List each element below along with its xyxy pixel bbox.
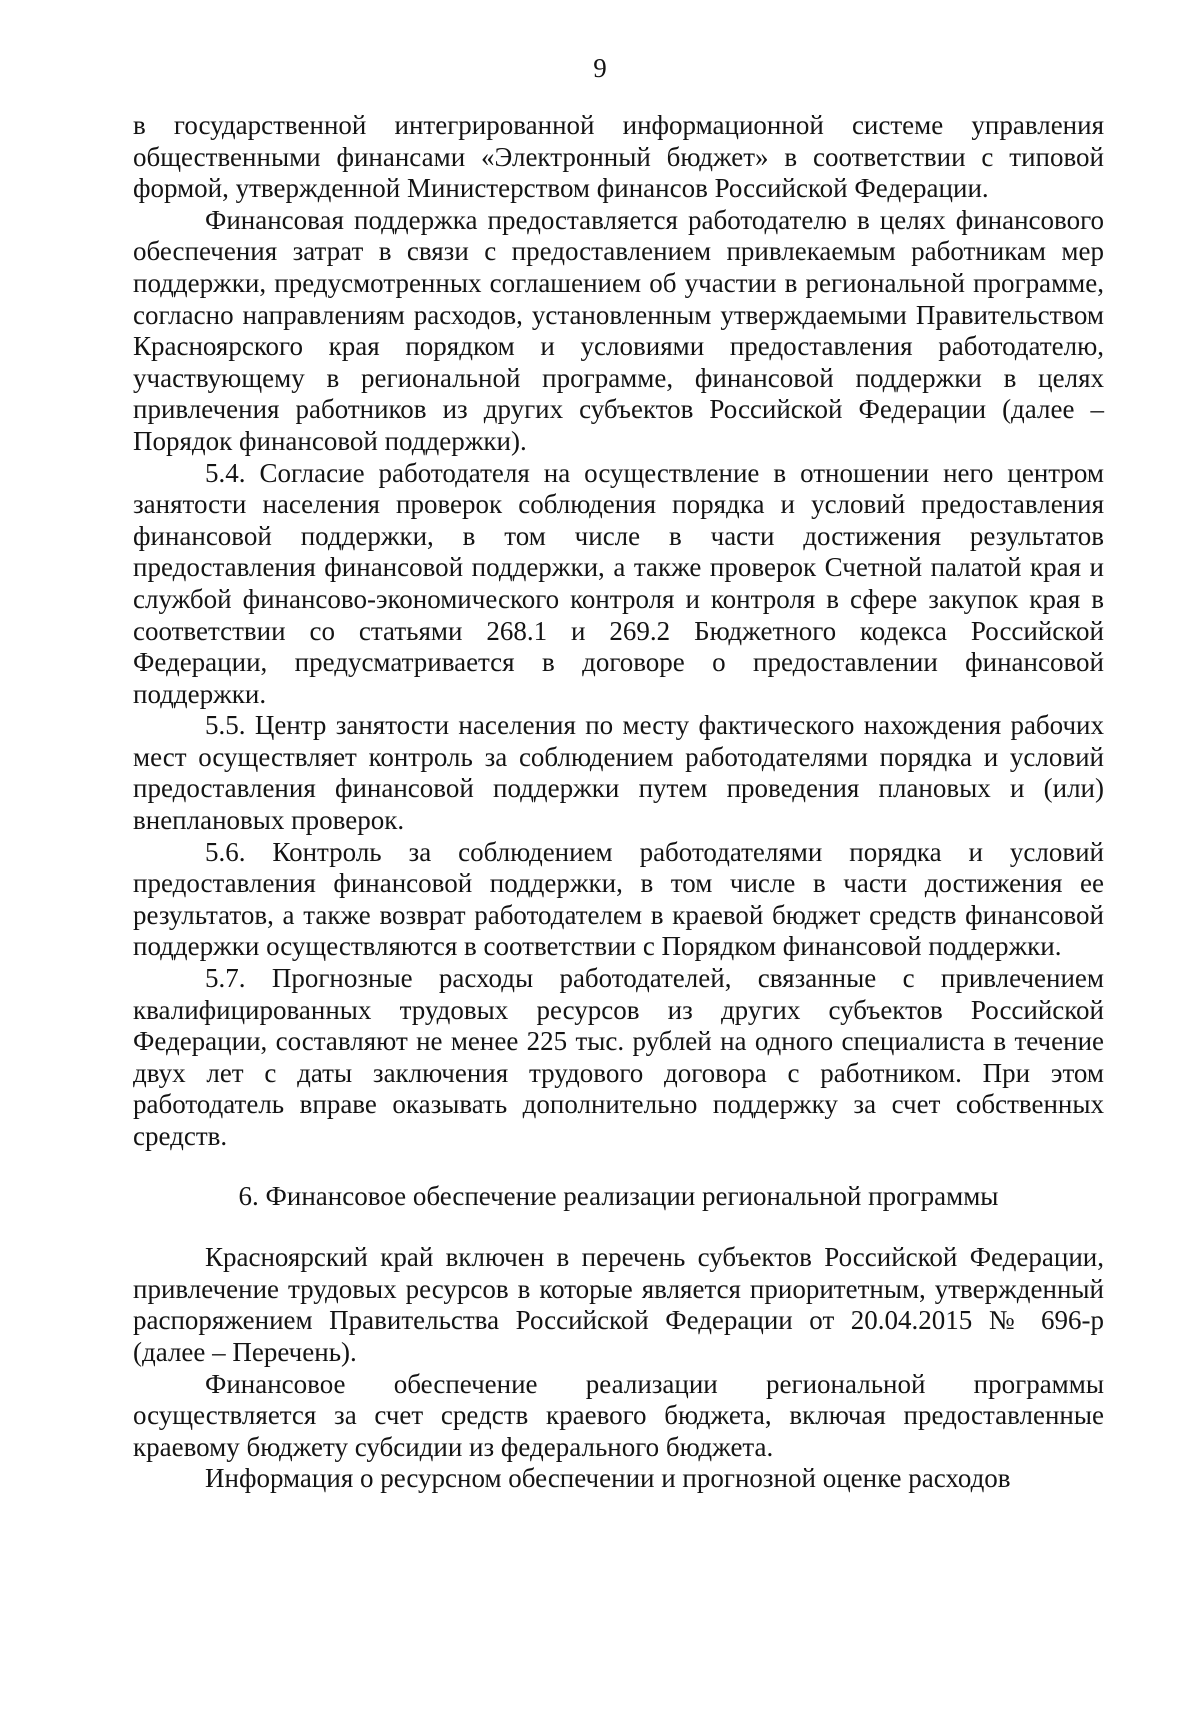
paragraph-continuation: в государственной интегрированной информационной системе управления общественными финансами «Электронный бюджет» в соответствии с типовой формой, утвержденной Министерством финансов Российской Федерации. <box>133 110 1104 204</box>
page-number: 9 <box>593 53 607 83</box>
paragraph-5-7: 5.7. Прогнозные расходы работодателей, связанные с привлечением квалифицированных трудовых ресурсов из других субъектов Российской Федерации, составляют не менее 225 тыс. рублей на одного специалиста в течение двух лет с даты заключения трудового договора с работником. При этом работодатель вправе оказывать дополнительно поддержку за счет собственных средств. <box>133 963 1104 1151</box>
paragraph-5-6: 5.6. Контроль за соблюдением работодателями порядка и условий предоставления финансовой поддержки, в том числе в части достижения ее результатов, а также возврат работодателем в краевой бюджет средств финансовой поддержки осуществляются в соответствии с Порядком финансовой поддержки. <box>133 836 1104 962</box>
paragraph-funding-sources: Финансовое обеспечение реализации региональной программы осуществляется за счет средств краевого бюджета, включая предоставленные краевому бюджету субсидии из федерального бюджета. <box>133 1368 1104 1462</box>
paragraph-krasnoyarsk-list: Красноярский край включен в перечень субъектов Российской Федерации, привлечение трудовых ресурсов в которые является приоритетным, утвержденный распоряжением Правительства Российской Федерации от 20.04.2015 № 696-р (далее – Перечень). <box>133 1242 1104 1367</box>
paragraph-financial-support: Финансовая поддержка предоставляется работодателю в целях финансового обеспечения затрат в связи с предоставлением привлекаемым работникам мер поддержки, предусмотренных соглашением об участии в региональной программе, согласно направлениям расходов, установленным утверждаемыми Правительством Красноярского края порядком и условиями предоставления работодателю, участвующему в региональной программе, финансовой поддержки в целях привлечения работников из других субъектов Российской Федерации (далее – Порядок финансовой поддержки). <box>133 204 1104 456</box>
section-heading: 6. Финансовое обеспечение реализации региональной программы <box>238 1180 999 1211</box>
paragraph-5-4: 5.4. Согласие работодателя на осуществление в отношении него центром занятости населения проверок соблюдения порядка и условий предоставления финансовой поддержки, в том числе в части достижения результатов предоставления финансовой поддержки, а также проверок Счетной палатой края и службой финансово-экономического контроля и контроля в сфере закупок края в соответствии со статьями 268.1 и 269.2 Бюджетного кодекса Российской Федерации, предусматривается в договоре о предоставлении финансовой поддержки. <box>133 457 1104 709</box>
document-body <box>133 110 1104 1495</box>
paragraph-5-5: 5.5. Центр занятости населения по месту фактического нахождения рабочих мест осуществляет контроль за соблюдением работодателями порядка и условий предоставления финансовой поддержки путем проведения плановых и (или) внеплановых проверок. <box>133 710 1104 836</box>
paragraph-resource-info: Информация о ресурсном обеспечении и прогнозной оценке расходов <box>205 1463 1011 1494</box>
